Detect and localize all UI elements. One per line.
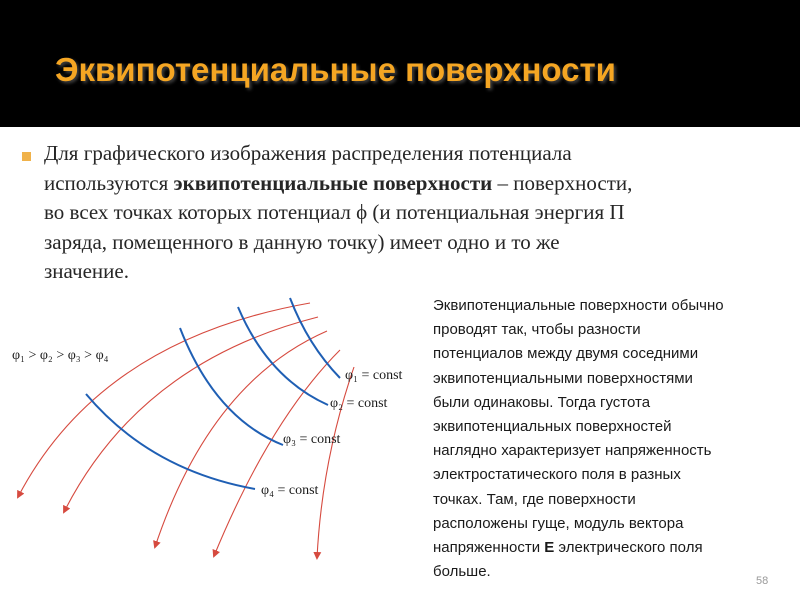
side-line-4: эквипотенциальными поверхностями — [433, 369, 693, 387]
side-line-11-end: электрического поля — [554, 539, 703, 557]
side-line-5: были одинаковы. Тогда густота — [433, 393, 651, 411]
field-line-1 — [18, 303, 310, 497]
equipotential-label-4: φ₄ = const — [261, 483, 319, 498]
side-line-3: потенциалов между двумя соседними — [433, 345, 699, 363]
page-number: 58 — [756, 575, 769, 587]
equipotential-diagram — [0, 290, 420, 565]
side-line-11 — [433, 536, 793, 560]
slide-title: Эквипотенциальные поверхности — [55, 51, 616, 88]
equipotential-line-1 — [290, 298, 340, 378]
bullet-square-icon — [22, 152, 31, 161]
side-line-9: точках. Там, где поверхности — [433, 490, 636, 508]
vector-e-symbol: E — [544, 539, 555, 557]
main-line-2-end: – поверхности, — [492, 170, 633, 195]
main-line-5: значение. — [44, 259, 129, 283]
equipotential-label-2: φ₂ = const — [330, 396, 388, 411]
side-line-1: Эквипотенциальные поверхности обычно — [433, 297, 724, 314]
main-line-1: Для графического изображения распределения потенциала — [44, 141, 572, 165]
potential-inequality: φ₁ > φ₂ > φ₃ > φ₄ — [12, 348, 109, 363]
field-line-4 — [214, 350, 340, 556]
side-paragraph — [433, 294, 793, 584]
side-line-12: больше. — [433, 563, 491, 581]
title-bar — [0, 0, 800, 127]
main-line-3: во всех точках которых потенциал ϕ (и потенциальная энергия П — [44, 200, 625, 224]
equipotential-label-1: φ₁ = const — [345, 368, 403, 383]
side-line-8: электростатического поля в разных — [433, 466, 681, 484]
term-equipotential-surfaces: эквипотенциальные поверхности — [173, 170, 493, 195]
side-line-10: расположены гуще, модуль вектора — [433, 514, 684, 532]
main-line-2-start: используются — [44, 170, 174, 195]
side-line-11-start: напряженности — [433, 539, 545, 557]
main-line-2 — [44, 169, 800, 199]
side-line-7: наглядно характеризует напряженность — [433, 442, 712, 460]
side-line-6: эквипотенциальных поверхностей — [433, 418, 672, 436]
equipotential-line-3 — [180, 328, 283, 445]
main-paragraph — [44, 139, 800, 287]
side-line-2: проводят так, чтобы разности — [433, 321, 641, 339]
equipotential-label-3: φ₃ = const — [283, 432, 341, 447]
main-line-4: заряда, помещенного в данную точку) имеет одно и то же — [44, 229, 560, 254]
